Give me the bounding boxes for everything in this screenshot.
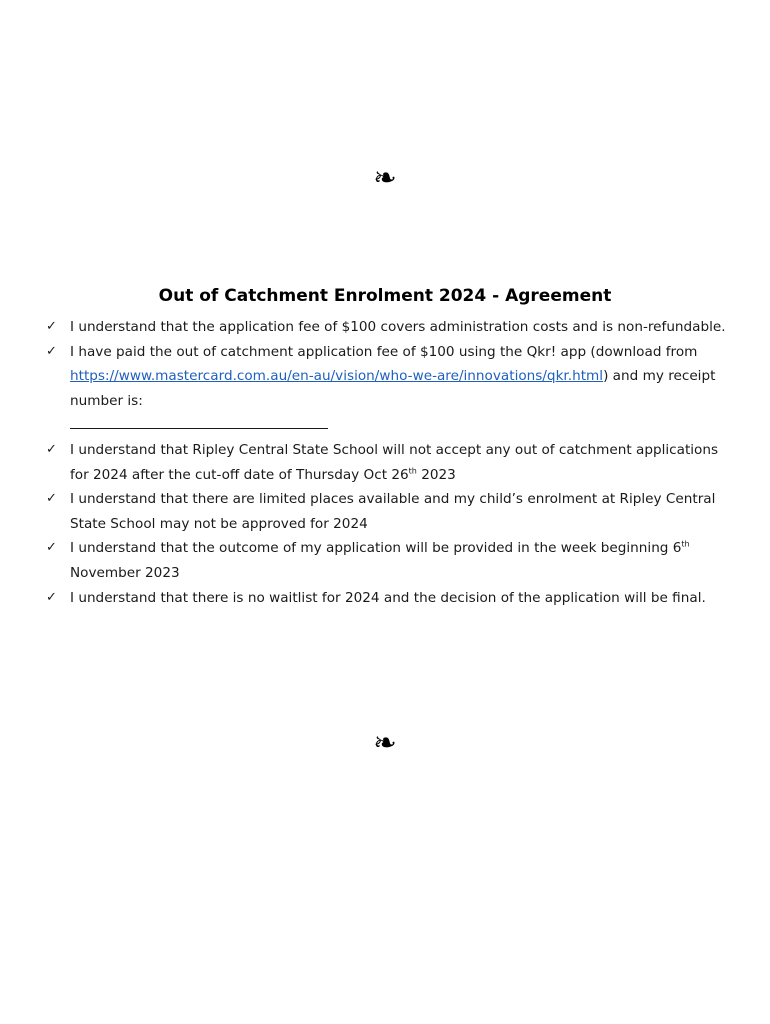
checkmark-icon: ✓ (46, 540, 57, 556)
agreement-list (46, 315, 736, 610)
agreement-item-outcome (46, 536, 736, 585)
checkmark-icon: ✓ (46, 319, 57, 334)
ornament-bottom-icon: ❧ (373, 726, 397, 759)
agreement-item-text: I understand that Ripley Central State School will not accept any out of catchment applications for 2024 after the cut-off date of Thursday Oct 26 (70, 441, 719, 483)
checkmark-icon: ✓ (46, 491, 57, 507)
agreement-item-text: I understand that the application fee of $100 covers administration costs and is non-refundable. (70, 319, 726, 335)
ordinal-suffix: th (681, 539, 690, 549)
ordinal-suffix: th (408, 466, 417, 476)
document-title: Out of Catchment Enrolment 2024 - Agreement (158, 286, 612, 306)
agreement-item-limited-places (46, 487, 736, 536)
agreement-item-text: I have paid the out of catchment application fee of $100 using the Qkr! app (download from (70, 343, 698, 360)
agreement-item-text: November 2023 (70, 564, 180, 581)
agreement-item-cutoff (46, 438, 736, 487)
checkmark-icon: ✓ (46, 343, 57, 359)
agreement-item-text: I understand that the outcome of my application will be provided in the week beginning 6 (70, 540, 682, 557)
agreement-item-no-waitlist (46, 586, 736, 611)
agreement-item-text: 2023 (416, 466, 456, 483)
receipt-number-blank[interactable] (70, 416, 328, 429)
agreement-item-text: ) and my receipt number is: (70, 368, 716, 409)
agreement-item-text: I understand that there are limited places available and my child’s enrolment at Ripley Central State School may not be approved for 2024 (70, 491, 716, 532)
agreement-item-text: I understand that there is no waitlist for 2024 and the decision of the application will be final. (70, 589, 706, 606)
checkmark-icon: ✓ (46, 441, 57, 457)
ornament-top-icon: ❧ (373, 161, 397, 194)
qkr-download-link[interactable]: https://www.mastercard.com.au/en-au/vision/who-we-are/innovations/qkr.html (70, 368, 604, 385)
agreement-item-payment (46, 340, 736, 438)
checkmark-icon: ✓ (46, 589, 57, 605)
agreement-item-fee (46, 315, 736, 340)
